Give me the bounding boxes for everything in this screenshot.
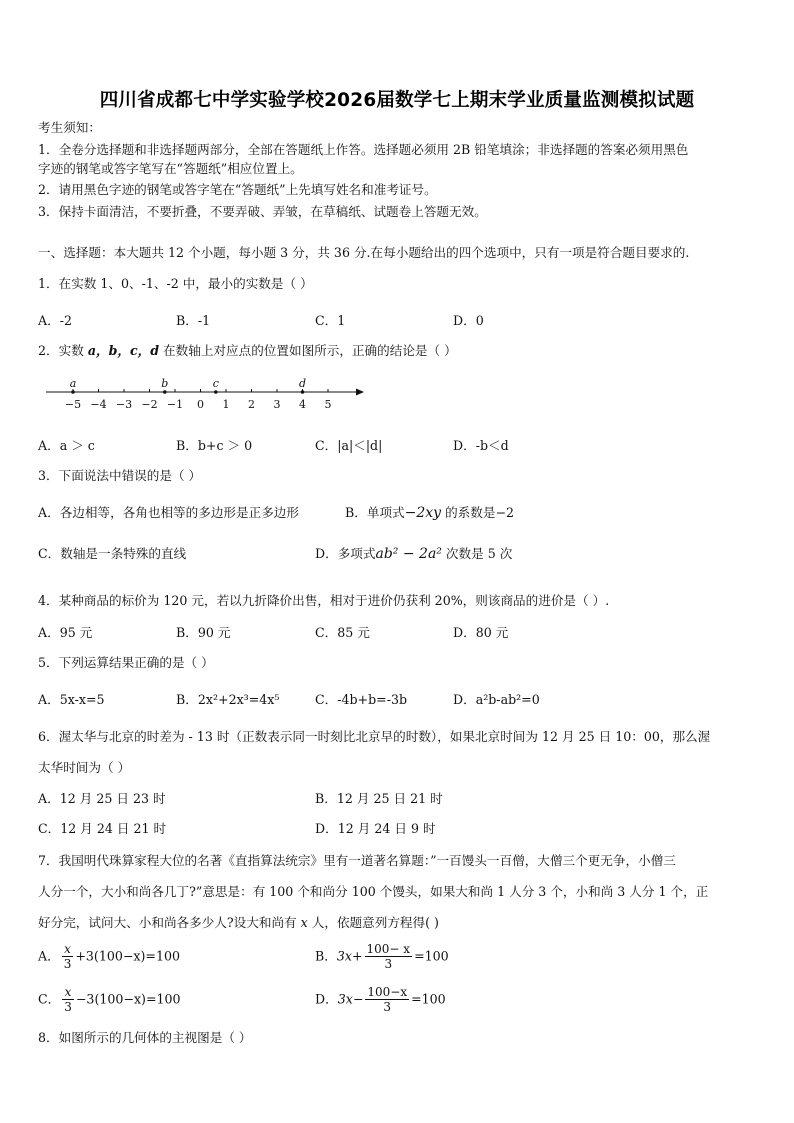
q5-stem: 5．下列运算结果正确的是（ ） bbox=[38, 655, 214, 670]
q2-option-b[interactable]: B．b+c ＞ 0 bbox=[176, 438, 253, 453]
notice-line-4: 3．保持卡面清洁，不要折叠，不要弄破、弄皱，在草稿纸、试题卷上答题无效。 bbox=[38, 204, 487, 219]
q3-option-b-post: 的系数是−2 bbox=[441, 505, 515, 520]
number-line-arrow bbox=[356, 389, 364, 396]
number-line-point-d bbox=[301, 390, 305, 394]
q3-stem: 3．下面说法中错误的是（ ） bbox=[38, 468, 202, 483]
q7-option-b-pre: 3x+ bbox=[336, 948, 363, 964]
q5-option-c[interactable]: C．-4b+b=-3b bbox=[315, 692, 408, 707]
q3-option-d[interactable] bbox=[315, 546, 512, 562]
notice-line-3: 2．请用黑色字迹的钢笔或答字笔在“答题纸”上先填写姓名和准考证号。 bbox=[38, 182, 437, 197]
q3-option-d-post: 次数是 5 次 bbox=[441, 546, 513, 561]
fraction-numerator: 100−x bbox=[367, 985, 408, 999]
q5-option-d[interactable]: D．a²b-ab²=0 bbox=[453, 692, 540, 707]
q7-line-1: 7．我国明代珠算家程大位的名著《直指算法统宗》里有一道著名算题：”一百馒头一百僧，大僧三个更无争，小僧三 bbox=[38, 853, 676, 868]
q2-stem bbox=[38, 343, 457, 359]
q2-option-c[interactable]: C．|a|＜|d| bbox=[315, 438, 383, 453]
q3-option-d-math: ab² − 2a² bbox=[375, 546, 442, 562]
q7-line-2: 人分一个，大小和尚各几丁?”意思是：有 100 个和尚分 100 个馒头，如果大和尚 1 人分 3 个，小和尚 3 人分 1 个，正 bbox=[38, 884, 709, 899]
q3-option-a[interactable]: A．各边相等，各角也相等的多边形是正多边形 bbox=[38, 505, 299, 520]
number-line-point-label-d: d bbox=[298, 377, 307, 390]
q3-option-d-pre: D．多项式 bbox=[315, 546, 376, 561]
q7-option-c-label: C． bbox=[38, 991, 61, 1007]
q2-option-d[interactable]: D．-b＜d bbox=[453, 438, 509, 453]
q7-option-a-tail: +3(100−x)=100 bbox=[75, 948, 181, 964]
q6-option-c[interactable]: C．12 月 24 日 21 时 bbox=[38, 821, 167, 836]
q7-line-3-var: x bbox=[300, 915, 308, 930]
q7-option-d-fraction bbox=[365, 985, 409, 1014]
q6-option-d[interactable]: D．12 月 24 日 9 时 bbox=[315, 821, 436, 836]
number-line-tick-label: 4 bbox=[299, 398, 306, 411]
q1-option-c[interactable]: C．1 bbox=[315, 313, 346, 328]
number-line-point-label-a: a bbox=[69, 377, 77, 390]
number-line-tick-label: −3 bbox=[115, 398, 133, 411]
q4-option-d[interactable]: D．80 元 bbox=[453, 625, 509, 640]
number-line-tick-label: 3 bbox=[273, 398, 281, 411]
q7-option-a-fraction bbox=[62, 942, 74, 971]
section-1-heading: 一、选择题：本大题共 12 个小题，每小题 3 分，共 36 分.在每小题给出的四个选项中，只有一项是符合题目要求的. bbox=[38, 245, 690, 260]
q3-option-c[interactable]: C．数轴是一条特殊的直线 bbox=[38, 546, 187, 561]
number-line-point-a bbox=[71, 390, 75, 394]
number-line-tick-label: −2 bbox=[141, 398, 158, 411]
q7-option-c-tail: −3(100−x)=100 bbox=[75, 991, 181, 1007]
q7-line-3-pre: 好分完，试问大、小和尚各多少人?设大和尚有 bbox=[38, 915, 301, 930]
q5-option-a[interactable]: A．5x-x=5 bbox=[38, 692, 105, 707]
number-line-tick-label: 1 bbox=[222, 398, 230, 411]
q7-option-d-tail: =100 bbox=[411, 991, 446, 1007]
q7-option-d-pre: 3x− bbox=[337, 991, 364, 1007]
number-line-tick-label: 2 bbox=[248, 398, 255, 411]
number-line-tick-label: 5 bbox=[324, 398, 332, 411]
q6-option-b[interactable]: B．12 月 25 日 21 时 bbox=[315, 791, 443, 806]
number-line-tick-label: −1 bbox=[166, 398, 184, 411]
q6-option-a[interactable]: A．12 月 25 日 23 时 bbox=[38, 791, 166, 806]
q2-stem-post: 在数轴上对应点的位置如图所示，正确的结论是（ ） bbox=[159, 343, 457, 358]
fraction-denominator: 3 bbox=[64, 1000, 72, 1014]
fraction-numerator: x bbox=[62, 985, 74, 1000]
q7-option-d[interactable] bbox=[315, 985, 446, 1014]
fraction-denominator: 3 bbox=[384, 957, 393, 971]
q7-option-b-fraction bbox=[365, 942, 413, 971]
number-line-tick-label: −5 bbox=[64, 398, 82, 411]
number-line-tick-label: −4 bbox=[90, 398, 107, 411]
q7-line-3-post: 人，依题意列方程得( ) bbox=[307, 915, 439, 930]
q1-stem: 1．在实数 1、0、-1、-2 中，最小的实数是（ ） bbox=[38, 276, 313, 291]
q2-stem-vars: a，b，c，d bbox=[87, 343, 160, 358]
fraction-denominator: 3 bbox=[63, 957, 72, 971]
number-line-tick-label: 0 bbox=[197, 398, 204, 411]
q3-option-b-pre: B．单项式 bbox=[345, 505, 405, 520]
notice-heading: 考生须知： bbox=[38, 120, 101, 135]
q4-option-b[interactable]: B．90 元 bbox=[176, 625, 231, 640]
notice-line-2: 字迹的钢笔或答字笔写在“答题纸”相应位置上。 bbox=[38, 161, 303, 176]
q7-option-a[interactable] bbox=[38, 942, 180, 971]
q7-option-a-label: A． bbox=[38, 948, 60, 964]
fraction-denominator: 3 bbox=[383, 1000, 392, 1014]
q7-option-b-label: B． bbox=[315, 948, 337, 964]
notice-line-1: 1．全卷分选择题和非选择题两部分，全部在答题纸上作答。选择题必须用 2B 铅笔填涂；非选择题的答案必须用黑色 bbox=[38, 142, 689, 157]
q3-option-b[interactable] bbox=[345, 505, 514, 521]
q8-stem: 8．如图所示的几何体的主视图是（ ） bbox=[38, 1030, 252, 1045]
q3-option-b-math: −2xy bbox=[404, 505, 442, 521]
number-line-figure bbox=[40, 374, 370, 418]
q4-option-a[interactable]: A．95 元 bbox=[38, 625, 93, 640]
fraction-numerator: 100− x bbox=[366, 942, 411, 956]
q4-stem: 4．某种商品的标价为 120 元，若以九折降价出售，相对于进价仍获利 20%，则该商品的进价是（ ）. bbox=[38, 593, 610, 608]
q1-option-d[interactable]: D．0 bbox=[453, 313, 484, 328]
q4-option-c[interactable]: C．85 元 bbox=[315, 625, 370, 640]
number-line-point-c bbox=[214, 390, 218, 394]
q7-option-b[interactable] bbox=[315, 942, 449, 971]
q7-option-d-label: D． bbox=[315, 991, 338, 1007]
exam-title: 四川省成都七中学实验学校2026届数学七上期末学业质量监测模拟试题 bbox=[99, 90, 695, 111]
q6-line-2: 太华时间为（ ） bbox=[38, 760, 131, 775]
q2-stem-pre: 2．实数 bbox=[38, 343, 88, 358]
q6-line-1: 6．渥太华与北京的时差为 - 13 时（正数表示同一时刻比北京早的时数），如果北京时间为 12 月 25 日 10：00，那么渥 bbox=[38, 729, 711, 744]
q2-option-a[interactable]: A．a ＞ c bbox=[38, 438, 95, 453]
q1-option-a[interactable]: A．-2 bbox=[38, 313, 72, 328]
number-line-point-label-c: c bbox=[212, 377, 219, 390]
q7-option-c[interactable] bbox=[38, 985, 181, 1014]
q7-line-3 bbox=[38, 915, 439, 931]
fraction-numerator: x bbox=[62, 942, 74, 957]
number-line-point-b bbox=[163, 390, 167, 394]
q7-option-c-fraction bbox=[62, 985, 74, 1014]
number-line-point-label-b: b bbox=[161, 377, 169, 390]
q1-option-b[interactable]: B．-1 bbox=[176, 313, 211, 328]
q5-option-b[interactable]: B．2x²+2x³=4x⁵ bbox=[176, 692, 280, 707]
q7-option-b-tail: =100 bbox=[414, 948, 449, 964]
